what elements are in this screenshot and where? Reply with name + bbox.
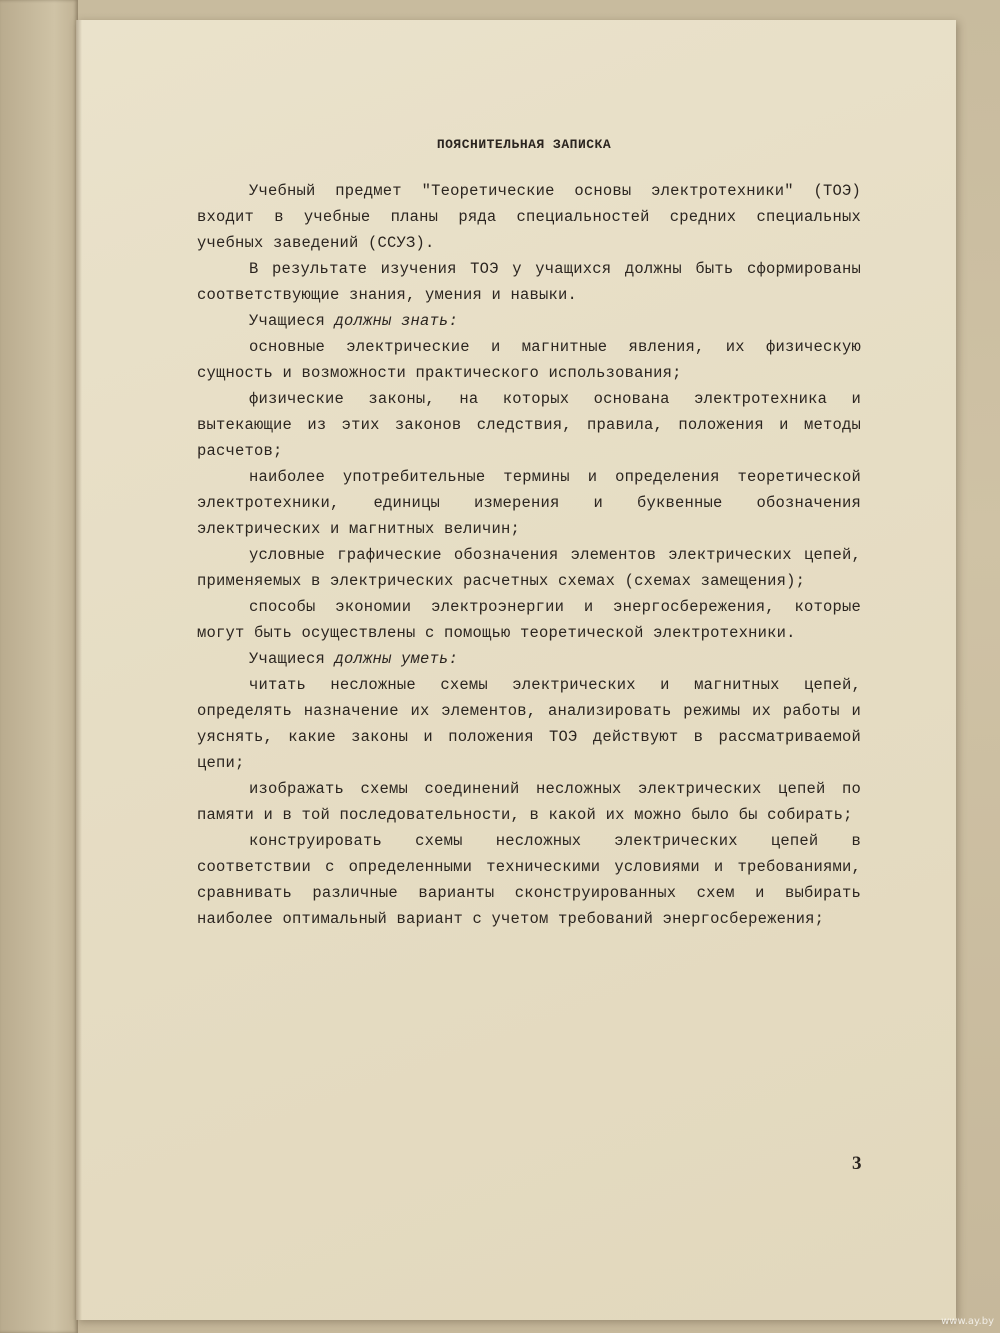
able-item: конструировать схемы несложных электрических цепей в соответствии с определенными техническими условиями и требованиями, сравнивать различные варианты сконструированных схем и выбирать наиболее оптимальный вариант с учетом требований энергосбережения;: [197, 832, 861, 928]
able-lead-prefix: Учащиеся: [249, 650, 335, 668]
document-title: ПОЯСНИТЕЛЬНАЯ ЗАПИСКА: [436, 137, 612, 152]
able-lead-emphasis: должны уметь:: [334, 650, 459, 668]
page-number: 3: [852, 1153, 862, 1174]
able-item: читать несложные схемы электрических и магнитных цепей, определять назначение их элементов, анализировать режимы их работы и уяснять, какие законы и положения ТОЭ действуют в рассматриваемой цепи;: [197, 676, 861, 772]
know-lead-prefix: Учащиеся: [249, 312, 335, 330]
intro-paragraph-2: В результате изучения ТОЭ у учащихся должны быть сформированы соответствующие знания, умения и навыки.: [197, 260, 861, 304]
able-section-lead: [197, 646, 861, 672]
know-item: физические законы, на которых основана электротехника и вытекающие из этих законов следствия, правила, положения и методы расчетов;: [197, 390, 861, 460]
know-lead-emphasis: должны знать:: [334, 312, 459, 330]
know-section-lead: [197, 308, 861, 334]
intro-paragraph-1: Учебный предмет "Теоретические основы электротехники" (ТОЭ) входит в учебные планы ряда специальностей средних специальных учебных заведений (ССУЗ).: [197, 182, 861, 252]
able-item: изображать схемы соединений несложных электрических цепей по памяти и в той последовательности, в какой их можно было бы собирать;: [197, 780, 861, 824]
know-item: наиболее употребительные термины и определения теоретической электротехники, единицы измерения и буквенные обозначения электрических и магнитных величин;: [197, 468, 861, 538]
facing-page-edge: [0, 0, 78, 1333]
know-item: способы экономии электроэнергии и энергосбережения, которые могут быть осуществлены с помощью теоретической электротехники.: [197, 598, 861, 642]
page-fold-shadow: [76, 20, 82, 1320]
know-item: основные электрические и магнитные явления, их физическую сущность и возможности практического использования;: [197, 338, 861, 382]
know-item: условные графические обозначения элементов электрических цепей, применяемых в электрических расчетных схемах (схемах замещения);: [197, 546, 861, 590]
document-body: [197, 137, 861, 932]
watermark-text: www.ay.by: [941, 1316, 994, 1327]
